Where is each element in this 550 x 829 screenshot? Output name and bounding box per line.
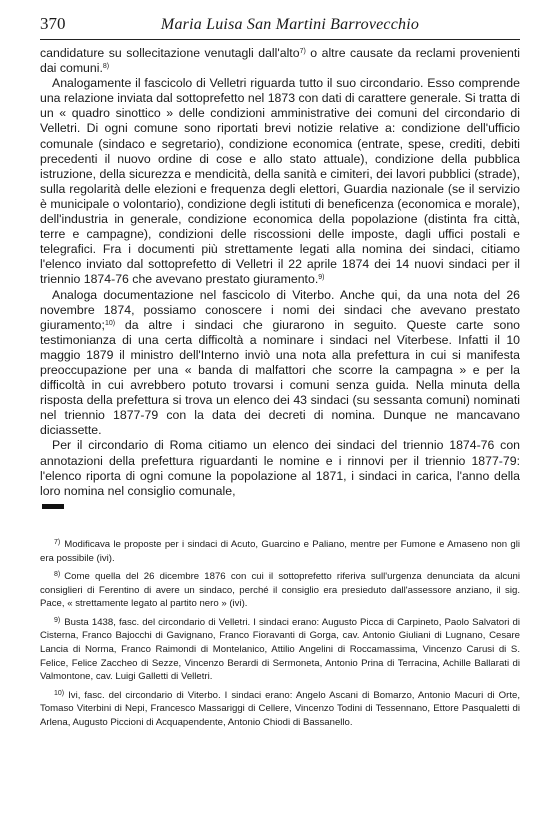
text-span: candidature su sollecitazione venutagli dall'alto (40, 46, 300, 60)
footnote-ref-8: 8) (102, 63, 110, 71)
footnote-10 (40, 689, 520, 730)
running-title: Maria Luisa San Martini Barrovecchio (160, 16, 420, 33)
footnote-7 (40, 538, 520, 565)
ink-smudge (42, 504, 64, 509)
page-header (40, 14, 520, 40)
footnote-number: 10) (54, 689, 65, 697)
page-number: 370 (40, 14, 66, 33)
paragraph-3 (40, 288, 520, 439)
footnote-ref-10: 10) (104, 319, 116, 327)
footnote-text: Modificava le proposte per i sindaci di Acuto, Guarcino e Paliano, mentre per Fumone e Amaseno non gli era possibile (ivi). (40, 538, 520, 564)
footnote-ref-7: 7) (299, 48, 306, 55)
footnote-9 (40, 616, 520, 684)
footnotes (40, 538, 520, 730)
footnote-text: Ivi, fasc. del circondario di Viterbo. I sindaci erano: Angelo Ascani di Bomarzo, Antonio Macuri di Orte, Tomaso Viterbini di Nepi, Francesco Massariggi di Cellere, Vincenzo Todini di Tessennano, Ettore Pasqualetti di Arlena, Augusto Piccioni di Acquapendente, Antonio Chiodi di Bassanello. (40, 689, 520, 729)
footnote-number: 9) (54, 616, 61, 624)
text-span: o altre causate da reclami provenienti dai comuni. (40, 46, 521, 76)
text-span: da altre i sindaci che giurarono in seguito. Queste carte sono testimonianza di una certa difficoltà a nominare i sindaci nel Viterbese. Infatti il 10 maggio 1879 il ministro dell'Interno inviò una nota alla prefettura in cui si manifesta preoccupazione per una « banda di malfattori che scorre la campagna » e per la difficoltà in cui avrebbero potuto trovarsi i comuni senza guida. Nella minuta della risposta della prefettura si trova un elenco dei 43 sindaci (su sessanta comuni) nominati nel triennio 1877-79 con la data dei decreti di nomina. Dunque ne mancavano diciassette. (40, 317, 520, 438)
footnote-text: Come quella del 26 dicembre 1876 con cui il sottoprefetto riferiva sull'urgenza denunciata da alcuni consiglieri di Ferentino di avere un sindaco, perché il consiglio era presieduto dall'assessore anziano, il sig. Pace, « strettamente legato al partito nero » (ivi). (40, 571, 520, 610)
body-text (40, 46, 520, 514)
text-span: Analoga documentazione nel fascicolo di Viterbo. Anche qui, da una nota del 26 novembre 1874, possiamo conoscere i nomi dei sindaci che avevano prestato giuramento; (40, 287, 520, 332)
paragraph-2 (40, 76, 520, 287)
paragraph-1 (40, 46, 520, 76)
paragraph-4 (40, 438, 520, 513)
text-span: Per il circondario di Roma citiamo un elenco dei sindaci del triennio 1874-76 con annotazioni della prefettura riguardanti le nomine e i rinnovi per il triennio 1877-79: l'elenco riporta di ogni comune la popolazione al 1871, i sindaci in carica, l'anno della loro nomina nel consiglio comunale, (40, 438, 520, 498)
footnote-ref-9: 9) (318, 274, 325, 282)
footnote-8 (40, 570, 520, 611)
text-span: Analogamente il fascicolo di Velletri riguarda tutto il suo circondario. Esso comprende una relazione inviata dal sottoprefetto nel 1873 con dati di carattere generale. Si tratta di un « quadro sinottico » delle condizioni amministrative dei comuni del circondario di Velletri. Di ogni comune sono riportati brevi notizie relative a: condizione dell'ufficio comunale (sindaco e segretario), condizione economica (entrate, spese, crediti, debiti precedenti il nuovo ordine di cose e allo stato attuale), condizione della pubblica istruzione, della sicurezza e mendicità, della sanità e cimiteri, dei lavori pubblici (strade), sulla regolarità delle elezioni e frequenza degli elettori, Guardia nazionale (se il servizio è municipale o volontario), condizione degli istituti di beneficenza (economica e morale), dell'industria in generale, condizione economica della popolazione (distinta fra città, terre e campagne), condizioni delle riscossioni delle imposte, dagli uffici postali e telegrafici. Fra i documenti più strettamente legati alla nomina dei sindaci, citiamo l'elenco inviato dal sottoprefetto di Velletri il 22 aprile 1874 dei 14 nuovi sindaci per il triennio 1874-76 che avevano prestato giuramento. (40, 76, 520, 287)
footnote-number: 7) (54, 538, 61, 546)
footnote-text: Busta 1438, fasc. del circondario di Velletri. I sindaci erano: Augusto Picca di Carpineto, Paolo Salvatori di Cisterna, Franco Bajocchi di Gavignano, Franco Fioravanti di Gorga, cav. Antonio Giuliani di Lugnano, Cesare Lancia di Norma, Franco Raimondi di Montelanico, Attilio Angelini di Roccamassima, Vincenzo Carusi di S. Felice, Felice Zaccheo di Sezze, Vincenzo Berardi di Sermoneta, Antonio Prina di Terracina, Achille Ballarati di Valmontone, cav. Luigi Galletti di Velletri. (40, 616, 520, 683)
footnote-number: 8) (54, 571, 61, 579)
